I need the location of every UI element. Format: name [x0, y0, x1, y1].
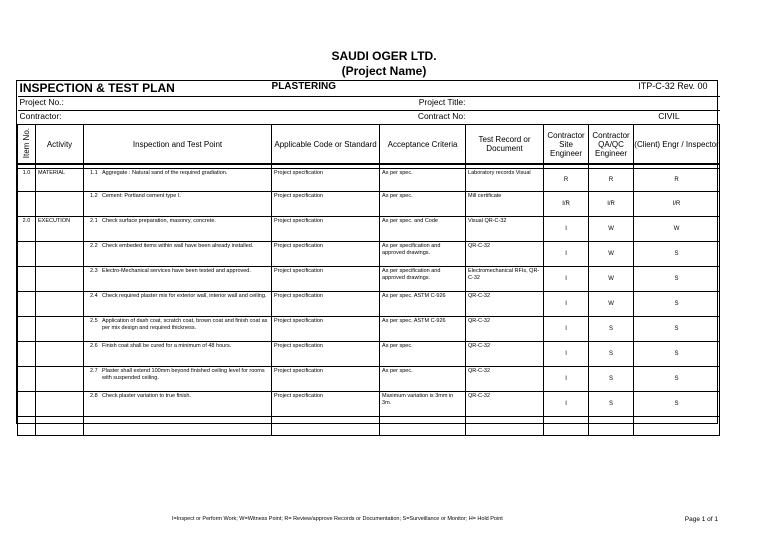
project-name: (Project Name) [341, 64, 427, 78]
qaqc-engineer-mark: S [589, 342, 634, 367]
client-engineer-mark: W [634, 217, 720, 242]
applicable-code: Project specification [272, 267, 380, 292]
point-number: 1.1 [90, 170, 98, 176]
table-row [18, 217, 720, 242]
site-engineer-mark: I [544, 317, 589, 342]
page-number: Page 1 of 1 [684, 516, 718, 523]
test-record: QR-C-32 [466, 367, 544, 392]
acceptance-criteria: As per spec. and Code [380, 217, 466, 242]
applicable-code: Project specification [272, 367, 380, 392]
point-number: 2.5 [90, 318, 98, 324]
qaqc-engineer-mark: S [589, 317, 634, 342]
client-engineer-mark: S [634, 392, 720, 417]
col-item-no: Item No. [18, 125, 36, 165]
point-text: Application of dash coat, scratch coat, brown coat and finish coat as per mix design and required thickness. [102, 318, 268, 331]
site-engineer-mark: I [544, 267, 589, 292]
point-text: Check required plaster mix for exterior wall, interior wall and ceiling. [102, 293, 267, 299]
applicable-code: Project specification [272, 342, 380, 367]
point-number: 1.2 [90, 193, 98, 199]
activity-name [36, 192, 84, 217]
plan-subject: PLASTERING [272, 81, 544, 97]
company-name: SAUDI OGER LTD. [331, 49, 437, 63]
acceptance-criteria: As per spec. [380, 169, 466, 192]
table-row [18, 292, 720, 317]
test-record: Mill certificate [466, 192, 544, 217]
item-number [18, 367, 36, 392]
client-engineer-mark: S [634, 367, 720, 392]
acceptance-criteria: As per spec. ASTM C-926 [380, 317, 466, 342]
client-engineer-mark: S [634, 317, 720, 342]
contractor-label: Contractor: [18, 111, 272, 125]
inspection-point [84, 317, 272, 342]
client-engineer-mark: S [634, 292, 720, 317]
applicable-code: Project specification [272, 169, 380, 192]
test-record: QR-C-32 [466, 392, 544, 417]
point-text: Cement: Portland cement type I. [102, 193, 181, 199]
point-text: Check plaster variation to true finish. [102, 393, 191, 399]
item-number [18, 392, 36, 417]
col-site-engineer: Contractor Site Engineer [544, 125, 589, 165]
table-row [18, 169, 720, 192]
point-number: 2.8 [90, 393, 98, 399]
itp-body [18, 169, 720, 417]
qaqc-engineer-mark: W [589, 242, 634, 267]
col-client-engineer: (Client) Engr / Inspector [634, 125, 720, 165]
test-record: QR-C-32 [466, 317, 544, 342]
meta-row-contract [18, 111, 720, 125]
site-engineer-mark: I [544, 342, 589, 367]
applicable-code: Project specification [272, 317, 380, 342]
point-number: 2.1 [90, 218, 98, 224]
col-inspection: Inspection and Test Point [84, 125, 272, 165]
qaqc-engineer-mark: S [589, 367, 634, 392]
site-engineer-mark: I [544, 367, 589, 392]
table-row [18, 267, 720, 292]
qaqc-engineer-mark: R [589, 169, 634, 192]
site-engineer-mark: I [544, 392, 589, 417]
project-title-label: Project Title: [272, 97, 466, 111]
item-number [18, 242, 36, 267]
activity-name [36, 317, 84, 342]
activity-name [36, 342, 84, 367]
point-number: 2.7 [90, 368, 98, 374]
acceptance-criteria: As per spec. [380, 342, 466, 367]
point-number: 2.2 [90, 243, 98, 249]
client-engineer-mark: S [634, 267, 720, 292]
point-text: Electro-Mechanical services have been tested and approved. [102, 268, 251, 274]
inspection-point [84, 267, 272, 292]
client-engineer-mark: S [634, 242, 720, 267]
site-engineer-mark: I [544, 242, 589, 267]
item-number: 1.0 [18, 169, 36, 192]
acceptance-criteria: As per spec. [380, 192, 466, 217]
applicable-code: Project specification [272, 292, 380, 317]
activity-name: EXECUTION [36, 217, 84, 242]
acceptance-criteria: As per spec. [380, 367, 466, 392]
inspection-point [84, 242, 272, 267]
column-header-row [18, 125, 720, 165]
title-bar [18, 81, 720, 97]
legend: I=Inspect or Perform Work; W=Witness Point; R= Review/approve Records or Documentation; S=Surveillance or Monitor; H= Hold Point [172, 516, 503, 522]
site-engineer-mark: R [544, 169, 589, 192]
applicable-code: Project specification [272, 242, 380, 267]
site-engineer-mark: I [544, 217, 589, 242]
table-row [18, 317, 720, 342]
project-no-label: Project No.: [18, 97, 272, 111]
plan-title: INSPECTION & TEST PLAN [18, 81, 272, 97]
qaqc-engineer-mark: W [589, 217, 634, 242]
client-engineer-mark: R [634, 169, 720, 192]
table-row [18, 242, 720, 267]
itp-sheet [16, 80, 718, 424]
col-criteria: Acceptance Criteria [380, 125, 466, 165]
activity-name [36, 242, 84, 267]
col-activity: Activity [36, 125, 84, 165]
acceptance-criteria: Maximum variation is 3mm in 3m. [380, 392, 466, 417]
point-number: 2.6 [90, 343, 98, 349]
applicable-code: Project specification [272, 217, 380, 242]
test-record: QR-C-32 [466, 242, 544, 267]
inspection-point [84, 342, 272, 367]
table-row [18, 342, 720, 367]
inspection-point [84, 367, 272, 392]
site-engineer-mark: I [544, 292, 589, 317]
inspection-point [84, 217, 272, 242]
item-number [18, 292, 36, 317]
client-engineer-mark: I/R [634, 192, 720, 217]
item-number [18, 192, 36, 217]
acceptance-criteria: As per specification and approved drawings. [380, 242, 466, 267]
point-text: Check surface preparation, masonry, concrete. [102, 218, 216, 224]
activity-name [36, 292, 84, 317]
itp-table [17, 81, 720, 436]
col-qaqc-engineer: Contractor QA/QC Engineer [589, 125, 634, 165]
item-number [18, 342, 36, 367]
discipline: CIVIL [466, 111, 720, 125]
inspection-point [84, 392, 272, 417]
qaqc-engineer-mark: W [589, 292, 634, 317]
qaqc-engineer-mark: S [589, 392, 634, 417]
point-text: Aggregate : Natural sand of the required gradiation. [102, 170, 228, 176]
qaqc-engineer-mark: W [589, 267, 634, 292]
test-record: Electromechanical RFIs, QR-C-32 [466, 267, 544, 292]
acceptance-criteria: As per specification and approved drawings. [380, 267, 466, 292]
activity-name [36, 392, 84, 417]
col-code: Applicable Code or Standard [272, 125, 380, 165]
point-text: Plaster shall extend 100mm beyond finished ceiling level for rooms with suspended ceiling. [102, 368, 265, 381]
item-number [18, 317, 36, 342]
table-row [18, 392, 720, 417]
activity-name [36, 367, 84, 392]
plan-code: ITP-C-32 Rev. 00 [544, 81, 720, 97]
meta-row-project [18, 97, 720, 111]
contract-no-label: Contract No: [272, 111, 466, 125]
table-row [18, 367, 720, 392]
col-record: Test Record or Document [466, 125, 544, 165]
qaqc-engineer-mark: I/R [589, 192, 634, 217]
applicable-code: Project specification [272, 392, 380, 417]
inspection-point [84, 169, 272, 192]
item-number [18, 267, 36, 292]
test-record: Visual QR-C-32 [466, 217, 544, 242]
activity-name: MATERIAL [36, 169, 84, 192]
test-record: Laboratory records Visual [466, 169, 544, 192]
project-title-value [466, 97, 720, 111]
point-number: 2.4 [90, 293, 98, 299]
activity-name [36, 267, 84, 292]
test-record: QR-C-32 [466, 342, 544, 367]
client-engineer-mark: S [634, 342, 720, 367]
blank-row [18, 417, 720, 436]
point-number: 2.3 [90, 268, 98, 274]
point-text: Check embeded items within wall have been already installed. [102, 243, 254, 249]
test-record: QR-C-32 [466, 292, 544, 317]
inspection-point [84, 292, 272, 317]
item-number: 2.0 [18, 217, 36, 242]
inspection-point [84, 192, 272, 217]
site-engineer-mark: I/R [544, 192, 589, 217]
table-row [18, 192, 720, 217]
acceptance-criteria: As per spec. ASTM C-926 [380, 292, 466, 317]
point-text: Finish coat shall be cured for a minimum of 48 hours. [102, 343, 232, 349]
applicable-code: Project specification [272, 192, 380, 217]
